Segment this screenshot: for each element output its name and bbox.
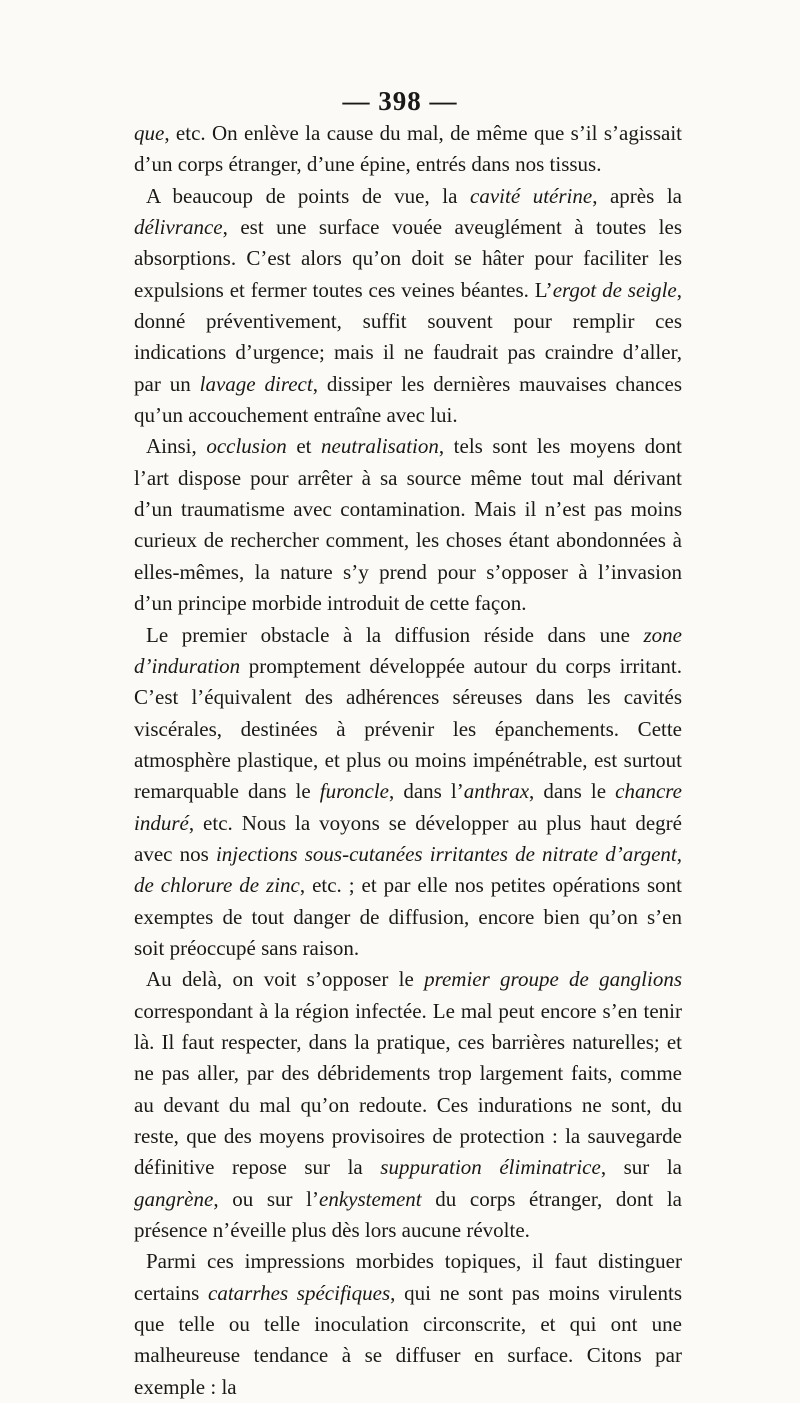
text-run: Ainsi, — [146, 434, 207, 459]
italic-term: que — [134, 121, 165, 145]
text-run: Le premier obstacle à la diffusion réside dans une — [146, 622, 644, 647]
text-run: du corps étranger, dont la présence n’éveille plus dès lors aucune révolte. — [134, 1186, 682, 1243]
text-run: , qui ne sont pas moins virulents que telle ou telle inoculation circonscrite, et qui ont une malheureuse tendance à se diffuser en surface. Citons par exemple : la — [134, 1280, 682, 1399]
body-text — [134, 118, 682, 1403]
text-run: , ou sur l’ — [213, 1186, 319, 1211]
italic-term: neutralisation — [321, 434, 439, 459]
italic-term: anthrax — [463, 779, 530, 804]
paragraph — [134, 181, 682, 432]
text-run: , dissiper les dernières mauvaises chances qu’un accouchement entraîne avec lui. — [134, 371, 682, 428]
text-run: Parmi ces impressions morbides topiques, il faut distinguer certains — [134, 1249, 682, 1305]
italic-term: chancre induré — [134, 779, 682, 835]
italic-term: ergot de seigle — [552, 277, 677, 302]
text-run: Au delà, on voit s’opposer le — [146, 967, 425, 992]
text-run: , etc. Nous la voyons se développer au plus haut degré avec nos — [134, 810, 682, 866]
text-run: , dans le — [529, 779, 616, 804]
italic-term: cavité utérine — [470, 183, 593, 208]
text-run: promptement développée autour du corps irritant. C’est l’équivalent des adhérences séreuses dans les cavités viscérales, destinées à prévenir les épanchements. Cette atmosphère plastique, et plus ou moins impénétrable, est surtout remarquable dans le — [134, 653, 682, 804]
paragraph — [134, 118, 682, 181]
text-run: et — [286, 434, 322, 459]
text-run: , sur la — [600, 1155, 682, 1180]
text-run: , etc. ; et par elle nos petites opérations sont exemptes de tout danger de diffusion, encore bien qu’on s’en soit préoccupé sans raison. — [134, 873, 682, 960]
text-run: , est une surface vouée aveuglément à toutes les absorptions. C’est alors qu’on doit se hâter pour faciliter les expulsions et fermer toutes ces veines béantes. L’ — [134, 215, 682, 302]
italic-term: gangrène — [134, 1186, 214, 1211]
italic-term: injections sous-cutanées irritantes de nitrate d’argent, de chlorure de zinc — [134, 841, 682, 898]
text-run: A beaucoup de points de vue, la — [146, 183, 471, 208]
text-run: , donné préventivement, suffit souvent pour remplir ces indications d’urgence; mais il ne faudrait pas craindre d’aller, par un — [134, 277, 683, 396]
text-run: correspondant à la région infectée. Le mal peut encore s’en tenir là. Il faut respecter, dans la pratique, ces barrières naturelles; et ne pas aller, par des débridements trop largement faits, comme au devant du mal qu’on redoute. Ces indurations ne sont, du reste, que des moyens provisoires de protection : la sauvegarde définitive repose sur la — [134, 998, 682, 1180]
text-run: , après la — [592, 183, 682, 208]
paragraph — [134, 1246, 682, 1403]
italic-term: délivrance — [134, 215, 223, 240]
italic-term: furoncle — [319, 779, 389, 804]
page-number: — 398 — — [342, 86, 458, 116]
italic-term: enkystement — [319, 1186, 422, 1211]
text-run: , etc. On enlève la cause du mal, de même que s’il s’agissait d’un corps étranger, d’une épine, entrés dans nos tissus. — [134, 121, 682, 177]
italic-term: suppuration éliminatrice — [380, 1155, 601, 1180]
italic-term: zone d’induration — [134, 622, 682, 678]
italic-term: premier groupe de ganglions — [424, 967, 682, 992]
text-run: , tels sont les moyens dont l’art dispose pour arrêter à sa source même tout mal dérivant d’un traumatisme avec contamination. Mais il n’est pas moins curieux de rechercher comment, les choses étant abondonnées à elles-mêmes, la nature s’y prend pour s’opposer à l’invasion d’un principe morbide introduit de cette façon. — [134, 434, 683, 616]
italic-term: occlusion — [206, 434, 287, 459]
italic-term: lavage direct — [199, 371, 313, 396]
italic-term: catarrhes spécifiques — [208, 1280, 391, 1305]
paragraph — [134, 620, 682, 965]
text-run: , dans l’ — [389, 779, 464, 804]
paragraph — [134, 431, 682, 619]
paragraph — [134, 964, 682, 1246]
